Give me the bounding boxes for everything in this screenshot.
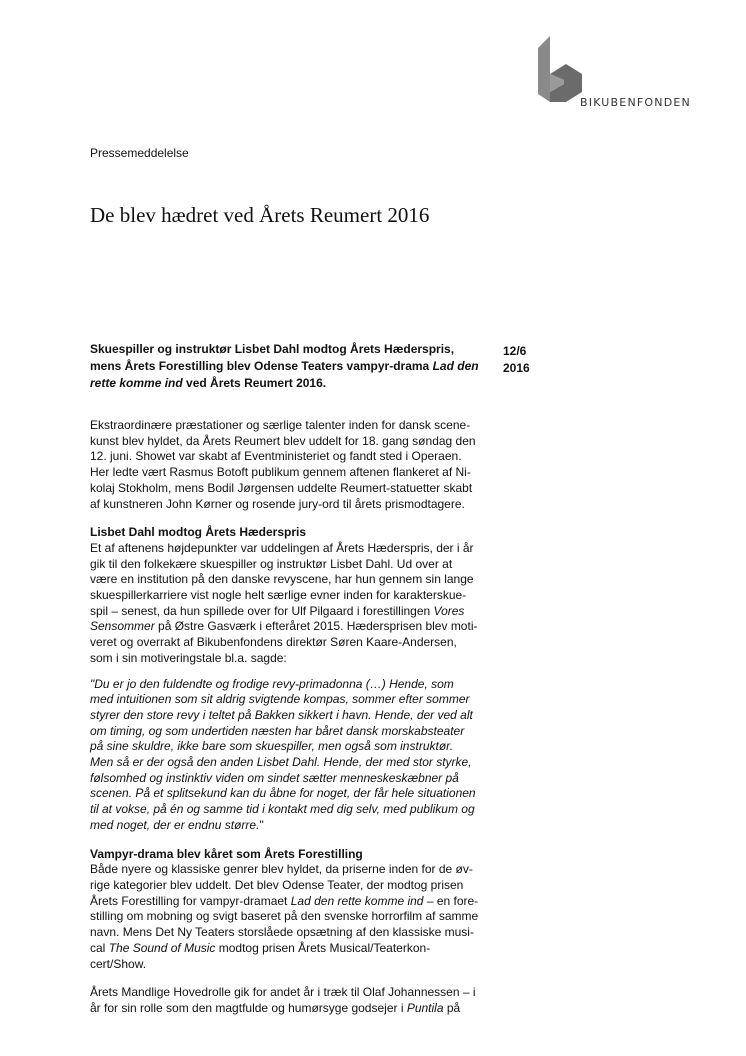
closing-quote-mark: " bbox=[259, 817, 264, 832]
italic-title: Sensommer bbox=[90, 619, 155, 634]
quote-text: med noget, der er endnu større. bbox=[90, 817, 260, 832]
text-segment: spil – senest, da hun spillede over for Ulf Pilgaard i forestillingen bbox=[90, 603, 434, 618]
text-segment: på Østre Gasværk i efteråret 2015. Hædersprisen blev moti- bbox=[154, 619, 478, 634]
text-line: kunst blev hyldet, da Årets Reumert blev uddelt for 18. gang søndag den bbox=[90, 433, 476, 448]
lead-italic-title: rette komme ind bbox=[90, 376, 183, 390]
italic-title: The Sound of Music bbox=[108, 940, 216, 955]
lead-italic-title: Lad den bbox=[432, 359, 479, 373]
text-line bbox=[90, 941, 504, 957]
text-segment: – en fore- bbox=[423, 893, 479, 908]
quote-line: til at vokse, på én og samme tid i kontakt med dig selv, med publikum og bbox=[90, 802, 475, 817]
text-line bbox=[90, 619, 504, 635]
text-line: cert/Show. bbox=[90, 956, 147, 971]
section-paragraph bbox=[90, 985, 504, 1016]
lead-text: mens Årets Forestilling blev Odense Teaters vampyr-drama bbox=[90, 359, 433, 373]
italic-title: Puntila bbox=[406, 1000, 444, 1015]
quote-line: Men så er der også den anden Lisbet Dahl. Hende, der med stor styrke, bbox=[90, 755, 472, 770]
section-heading: Vampyr-drama blev kåret som Årets Forestilling bbox=[90, 846, 363, 861]
body-text bbox=[90, 418, 504, 1017]
text-segment: på bbox=[443, 1000, 461, 1015]
quote-paragraph bbox=[90, 677, 504, 834]
text-line: rige kategorier blev uddelt. Det blev Odense Teater, der modtog prisen bbox=[90, 877, 464, 892]
text-line: Et af aftenens højdepunkter var uddelingen af Årets Hæderspris, der i år bbox=[90, 540, 474, 555]
quote-line: om timing, og som undertiden næsten har båret dansk morskabsteater bbox=[90, 723, 465, 738]
logo-wordmark: BIKUBENFONDEN bbox=[580, 96, 691, 109]
quote-line: styrer den store revy i teltet på Bakken sikkert i havn. Hende, der ved alt bbox=[90, 707, 473, 722]
date-year: 2016 bbox=[503, 361, 530, 375]
text-line: stilling om mobning og svigt baseret på den svenske horrorfilm af samme bbox=[90, 909, 479, 924]
quote-line: med intuitionen som sit aldrig svigtende kompas, sommer efter sommer bbox=[90, 692, 470, 707]
text-line: Ekstraordinære præstationer og særlige talenter inden for dansk scene- bbox=[90, 418, 471, 432]
text-line: navn. Mens Det Ny Teaters storslåede opsætning af den klassiske musi- bbox=[90, 925, 474, 940]
text-segment: cal bbox=[90, 940, 109, 955]
bikuben-b-logo-icon bbox=[536, 34, 586, 102]
text-line bbox=[90, 894, 504, 910]
text-line: Årets Mandlige Hovedrolle gik for andet år i træk til Olaf Johannessen – i bbox=[90, 985, 476, 1000]
text-line: Både nyere og klassiske genrer blev hyldet, da priserne inden for de øv- bbox=[90, 862, 473, 877]
text-segment: modtog prisen Årets Musical/Teaterkon- bbox=[215, 940, 431, 955]
quote-line: "Du er jo den fuldendte og frodige revy-primadonna (…) Hende, som bbox=[90, 676, 454, 691]
lead-line: Skuespiller og instruktør Lisbet Dahl modtog Årets Hæderspris, bbox=[90, 342, 455, 356]
lead-paragraph bbox=[90, 341, 504, 392]
text-line: være en institution på den danske revyscene, har hun gennem sin lange bbox=[90, 572, 474, 587]
text-line: veret og overrakt af Bikubenfondens direktør Søren Kaare-Andersen, bbox=[90, 635, 457, 650]
document-type-label: Pressemeddelelse bbox=[90, 146, 189, 160]
text-line: af kunstneren John Kørner og rosende jury-ord til årets prismodtagere. bbox=[90, 496, 465, 511]
section-paragraph bbox=[90, 541, 504, 667]
text-line bbox=[90, 1001, 504, 1017]
italic-title: Vores bbox=[433, 603, 465, 618]
lead-text: ved Årets Reumert 2016. bbox=[182, 376, 327, 390]
italic-title: Lad den rette komme ind bbox=[290, 893, 424, 908]
intro-paragraph bbox=[90, 418, 504, 512]
bikubenfonden-logo bbox=[536, 34, 696, 114]
section-heading: Lisbet Dahl modtog Årets Hæderspris bbox=[90, 525, 307, 540]
date-day-month: 12/6 bbox=[503, 344, 527, 358]
text-line: skuespillerkarriere vist nogle helt særlige evner inden for karakterskue- bbox=[90, 588, 467, 603]
quote-line: scenen. På et splitsekund kan du åbne for noget, der får hele situationen bbox=[90, 786, 476, 801]
text-line: Her ledte vært Rasmus Botoft publikum gennem aftenen flankeret af Ni- bbox=[90, 465, 471, 480]
text-line: 12. juni. Showet var skabt af Eventministeriet og fandt sted i Operaen. bbox=[90, 449, 462, 464]
quote-line: følsomhed og instinktiv viden om sindet sætter menneskeskæbner på bbox=[90, 770, 459, 785]
quote-line: på sine skuldre, ikke bare som skuespiller, men også som instruktør. bbox=[90, 739, 454, 754]
lead-line bbox=[90, 375, 504, 392]
text-line: gik til den folkekære skuespiller og instruktør Lisbet Dahl. Ud over at bbox=[90, 556, 453, 571]
lead-line bbox=[90, 358, 504, 375]
date-block bbox=[503, 343, 543, 377]
text-line: kolaj Stokholm, mens Bodil Jørgensen uddelte Reumert-statuetter skabt bbox=[90, 480, 473, 495]
text-line bbox=[90, 604, 504, 620]
section-paragraph bbox=[90, 862, 504, 972]
text-segment: Årets Forestilling for vampyr-dramaet bbox=[90, 893, 291, 908]
text-segment: år for sin rolle som den magtfulde og humørsyge godsejer i bbox=[90, 1000, 407, 1015]
page-title: De blev hædret ved Årets Reumert 2016 bbox=[90, 203, 430, 227]
quote-line bbox=[90, 818, 504, 834]
text-line: som i sin motiveringstale bl.a. sagde: bbox=[90, 650, 287, 665]
